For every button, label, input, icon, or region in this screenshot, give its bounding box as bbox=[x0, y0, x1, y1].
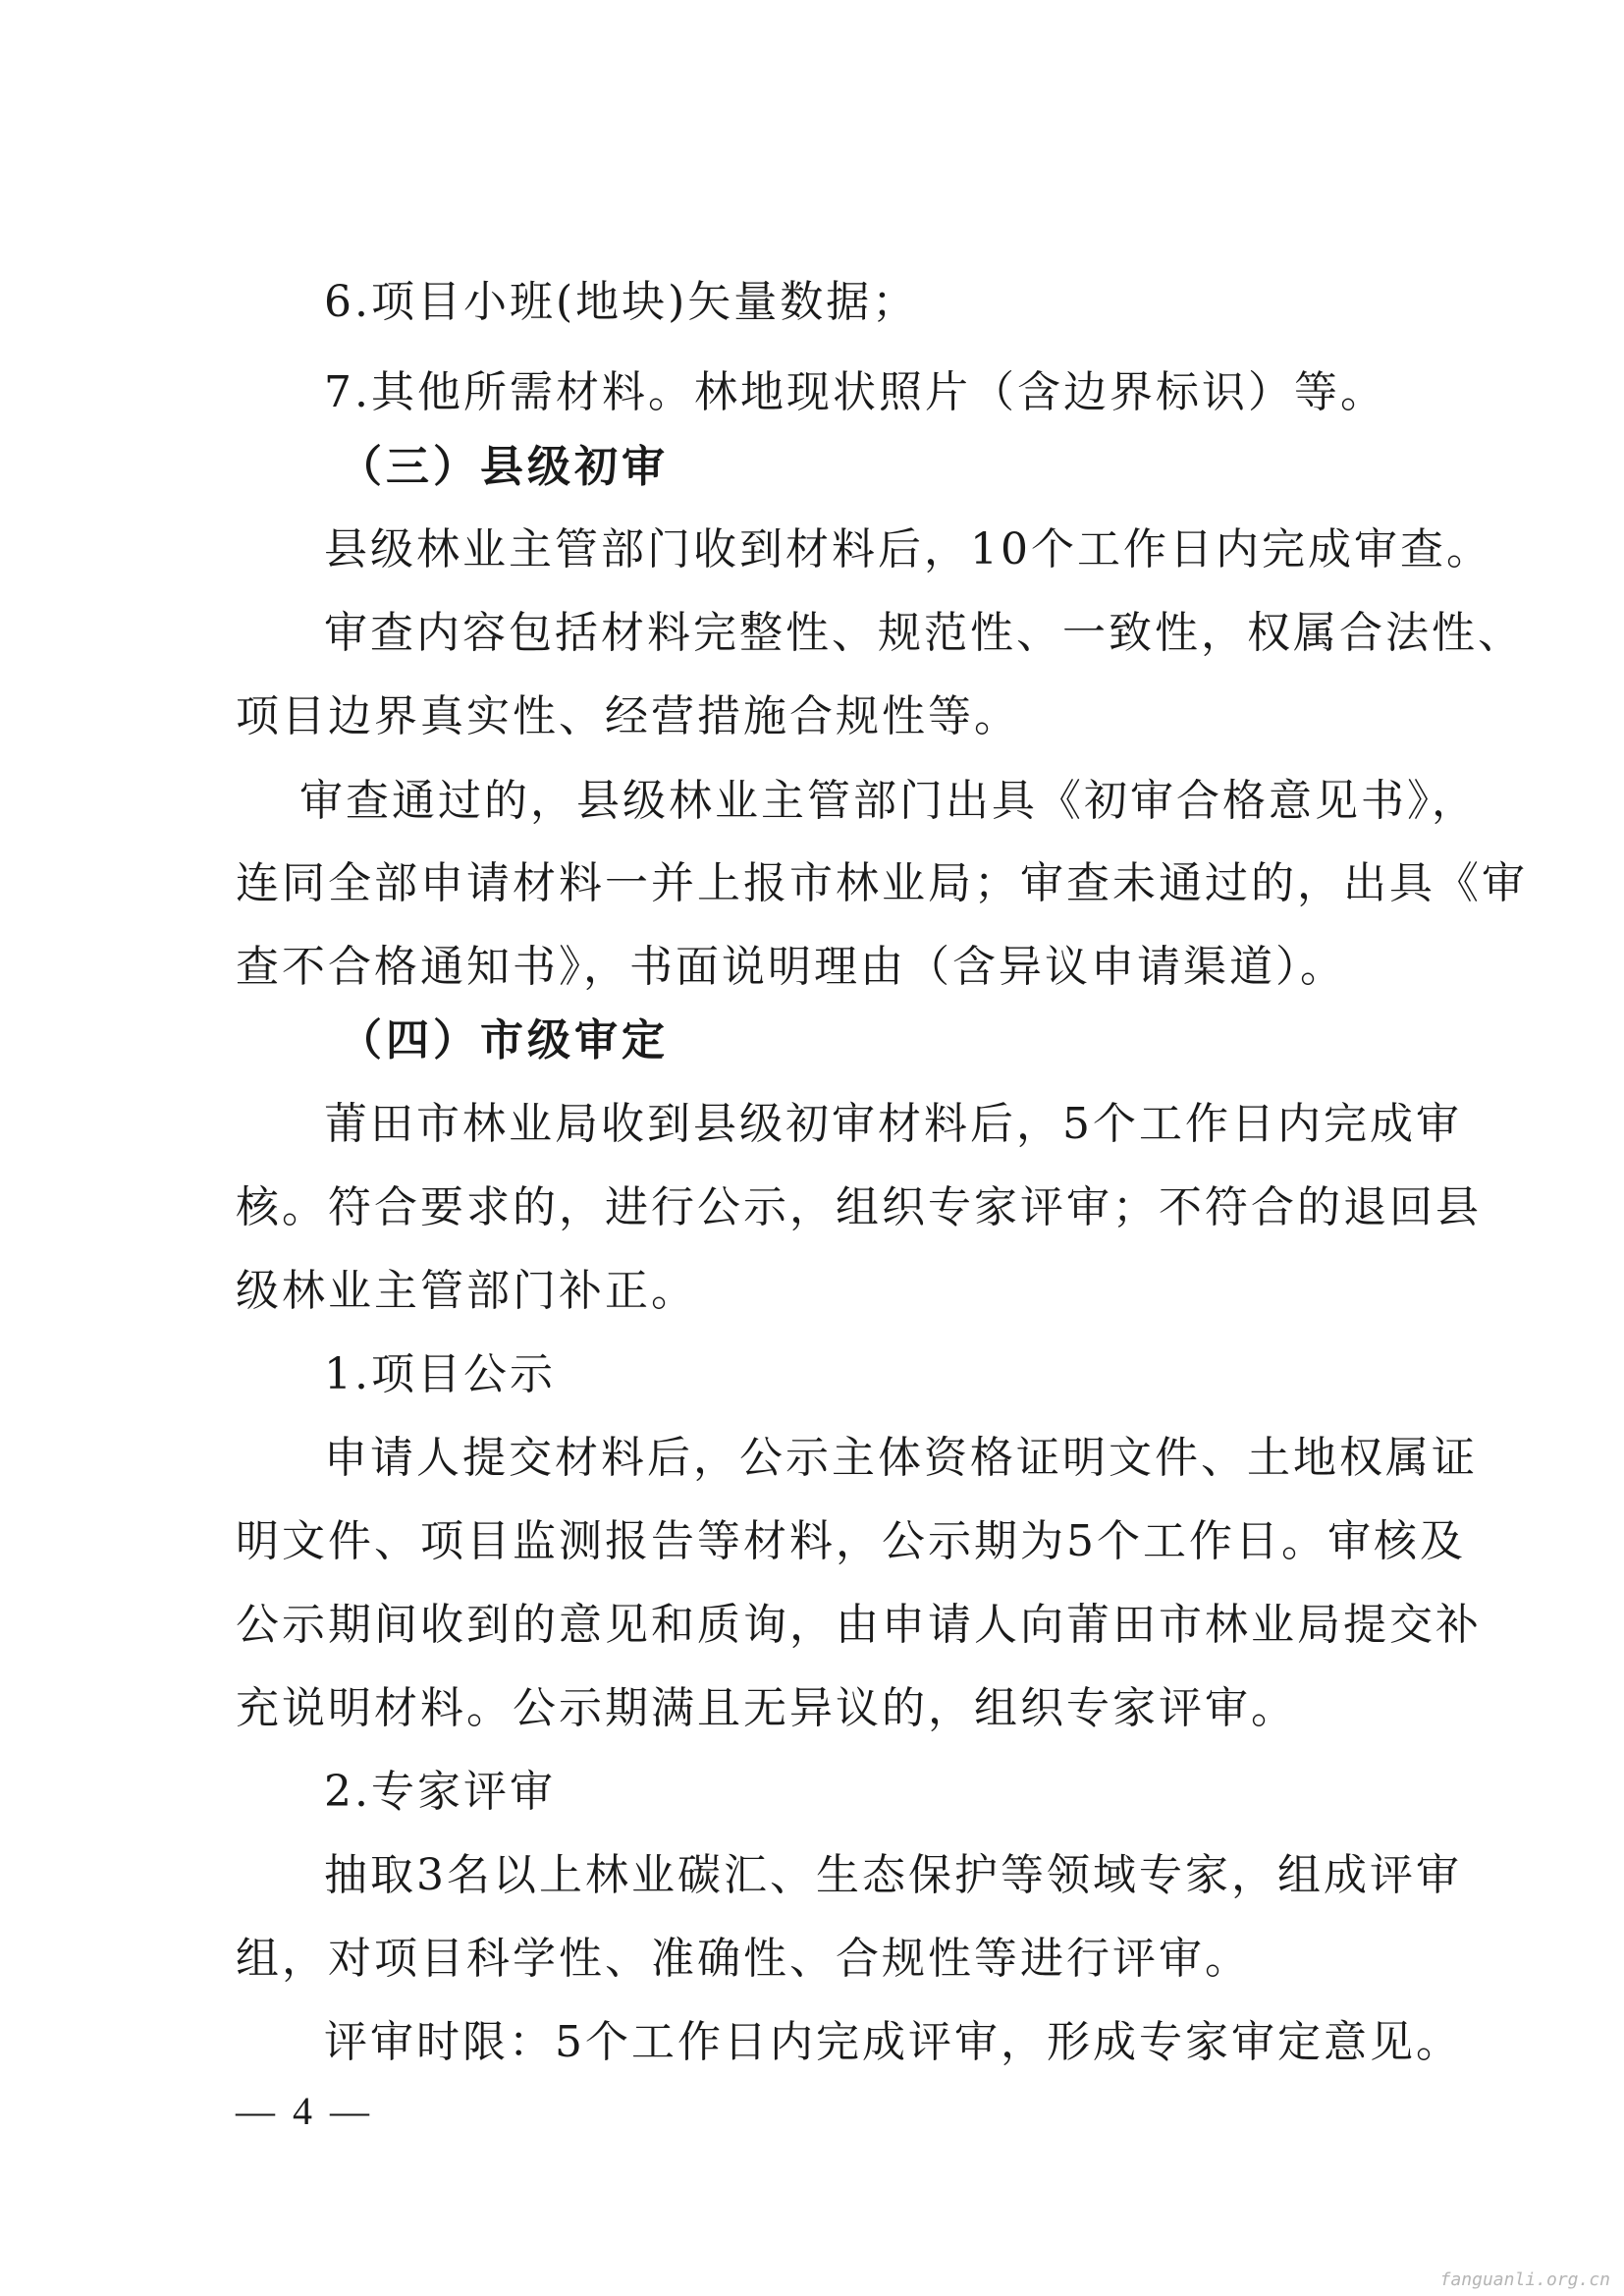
page-number: — 4 — bbox=[236, 2089, 373, 2133]
paragraph-line: 抽取3名以上林业碳汇、生态保护等领域专家，组成评审 bbox=[324, 1850, 1462, 1900]
paragraph-line: 级林业主管部门补正。 bbox=[236, 1266, 697, 1316]
watermark: fanguanli.org.cn bbox=[1439, 2269, 1610, 2290]
paragraph-line: 核。符合要求的，进行公示，组织专家评审；不符合的退回县 bbox=[236, 1182, 1482, 1232]
paragraph-line: 审查通过的，县级林业主管部门出具《初审合格意见书》， bbox=[299, 776, 1478, 826]
paragraph-line: 莆田市林业局收到县级初审材料后，5个工作日内完成审 bbox=[324, 1099, 1462, 1149]
list-item-6: 6.项目小班(地块)矢量数据； bbox=[324, 277, 919, 327]
paragraph-line: 公示期间收到的意见和质询，由申请人向莆田市林业局提交补 bbox=[236, 1600, 1482, 1650]
subsection-heading-1: 1.项目公示 bbox=[324, 1349, 556, 1399]
section-heading-4: （四）市级审定 bbox=[339, 1015, 669, 1066]
paragraph-line: 充说明材料。公示期满且无异议的，组织专家评审。 bbox=[236, 1683, 1297, 1733]
paragraph-line: 项目边界真实性、经营措施合规性等。 bbox=[236, 691, 1020, 741]
paragraph-line: 审查内容包括材料完整性、规范性、一致性，权属合法性、 bbox=[324, 608, 1524, 658]
paragraph-line: 明文件、项目监测报告等材料，公示期为5个工作日。审核及 bbox=[236, 1516, 1466, 1566]
subsection-heading-2: 2.专家评审 bbox=[324, 1767, 556, 1817]
paragraph-line: 组，对项目科学性、准确性、合规性等进行评审。 bbox=[236, 1934, 1251, 1984]
paragraph-line: 连同全部申请材料一并上报市林业局；审查未通过的，出具《审 bbox=[236, 858, 1528, 908]
section-heading-3: （三）县级初审 bbox=[339, 442, 669, 492]
paragraph-line: 县级林业主管部门收到材料后，10个工作日内完成审查。 bbox=[324, 524, 1492, 574]
paragraph-line: 申请人提交材料后，公示主体资格证明文件、土地权属证 bbox=[324, 1433, 1478, 1483]
list-item-7: 7.其他所需材料。林地现状照片（含边界标识）等。 bbox=[324, 367, 1386, 417]
paragraph-line: 查不合格通知书》，书面说明理由（含异议申请渠道）。 bbox=[236, 942, 1346, 992]
paragraph-line: 评审时限：5个工作日内完成评审，形成专家审定意见。 bbox=[324, 2017, 1462, 2067]
